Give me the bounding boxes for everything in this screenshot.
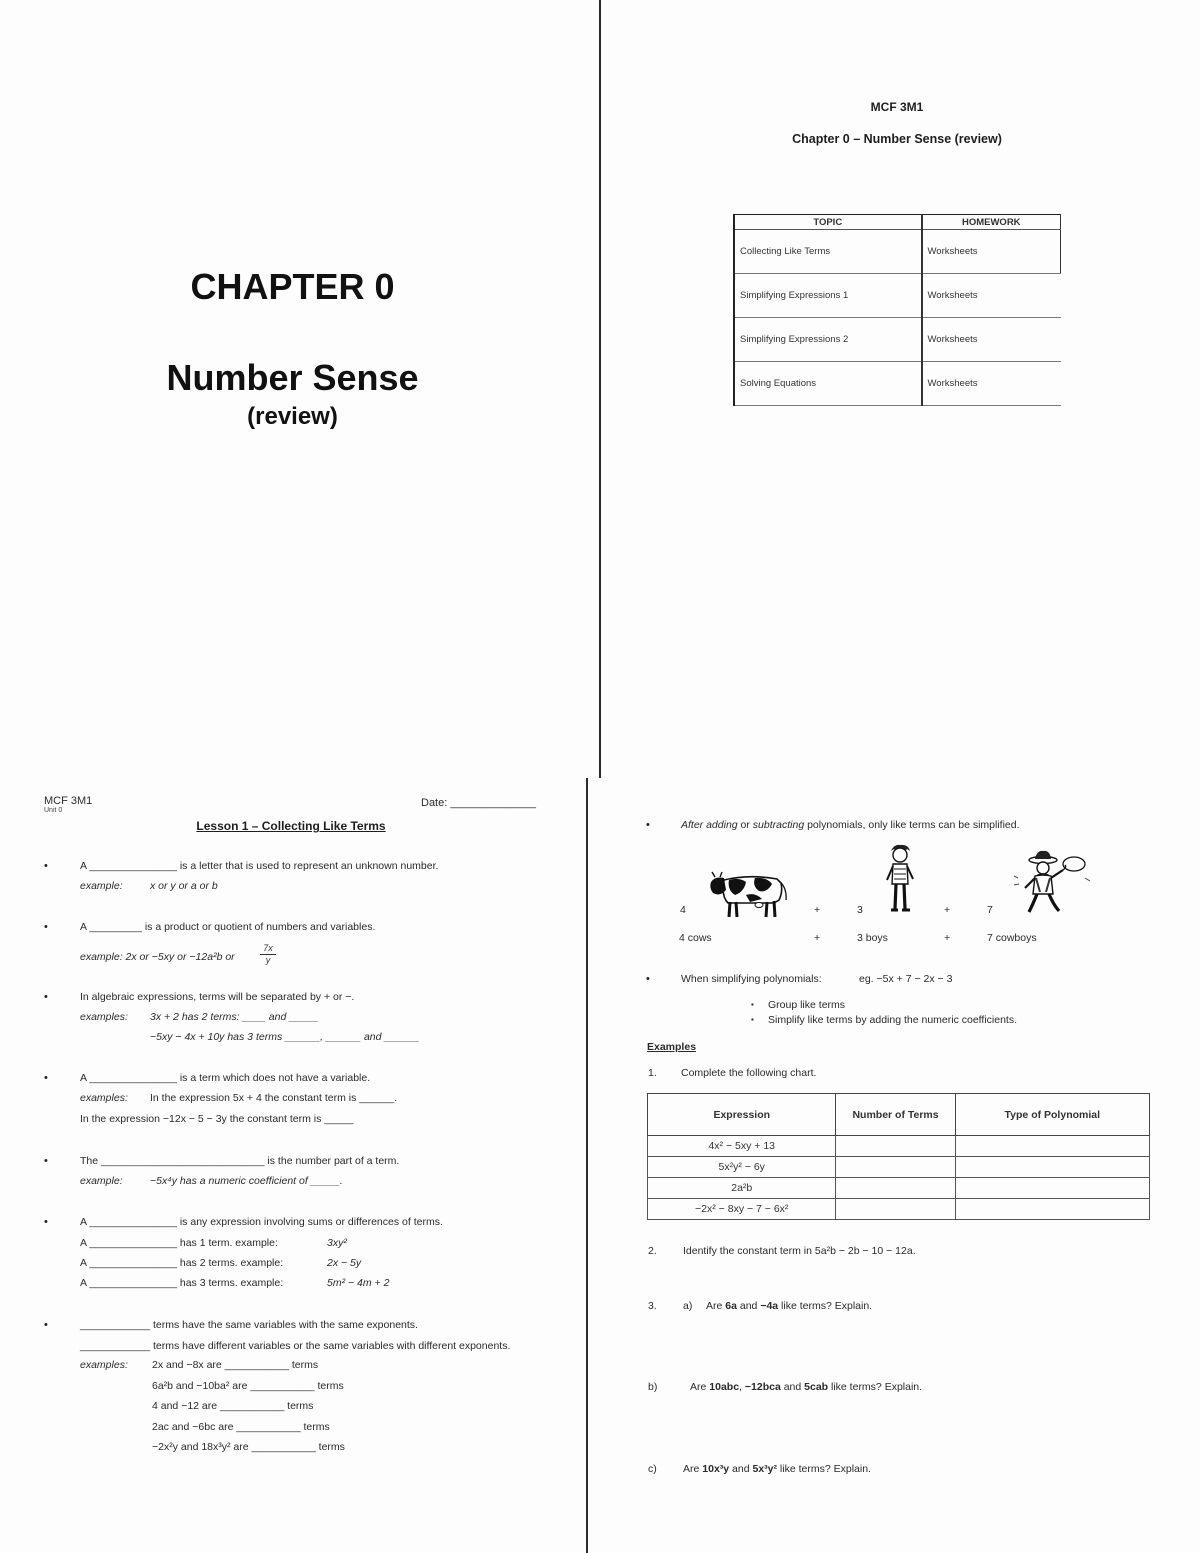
cover-title: CHAPTER 0 [190, 266, 395, 307]
answer-cell [955, 1157, 1149, 1178]
trinomial-line: A _______________ has 3 terms. example: [80, 1277, 284, 1289]
q3b-text: , [739, 1381, 745, 1393]
answer-cell [955, 1178, 1149, 1199]
boy-head [893, 848, 907, 862]
like-terms-example: 2x and −8x are ___________ terms [152, 1359, 319, 1371]
header-expression: Expression [648, 1094, 836, 1136]
cows-label: 4 cows [679, 932, 712, 944]
cow-illustration [709, 870, 791, 920]
plus-sign: + [944, 904, 951, 916]
plus-sign: + [814, 904, 821, 916]
trinomial-example: 5m² − 4m + 2 [327, 1277, 390, 1289]
table-row [734, 318, 1061, 362]
fraction-denominator: y [265, 955, 271, 965]
question-2-text: Identify the constant term in 5a²b − 2b − 10 − 12a. [683, 1245, 916, 1257]
expression-cell: 5x²y² − 6y [648, 1157, 836, 1178]
question-3a-text [706, 1299, 872, 1313]
constant-example-2: In the expression −12x − 5 − 3y the constant term is _____ [80, 1113, 354, 1125]
cowboy-lasso [1063, 857, 1085, 871]
topic-cell: Simplifying Expressions 2 [734, 318, 922, 362]
cowboy-legs [1029, 894, 1059, 912]
cowboy-body [1033, 875, 1053, 894]
lesson-unit: Unit 0 [44, 807, 63, 814]
variable-example: x or y or a or b [150, 880, 218, 892]
chapter-heading: Chapter 0 – Number Sense (review) [792, 132, 1002, 146]
answer-cell [836, 1157, 955, 1178]
simplify-step: Group like terms [768, 999, 846, 1011]
binomial-line: A _______________ has 2 terms. example: [80, 1257, 284, 1269]
lesson-title: Lesson 1 – Collecting Like Terms [196, 819, 386, 833]
homework-cell: Worksheets [922, 230, 1061, 274]
expression-cell: 2a²b [648, 1178, 836, 1199]
simplify-intro: When simplifying polynomials: [681, 973, 822, 985]
unlike-terms-definition: ____________ terms have different variables or the same variables with different exponents. [80, 1340, 511, 1352]
simplify-step: Simplify like terms by adding the numeric coefficients. [768, 1014, 1017, 1026]
chart-header-row [648, 1094, 1150, 1136]
boy-legs [895, 884, 905, 909]
like-terms-rule [681, 818, 1020, 832]
part-label: a) [683, 1300, 693, 1312]
polynomial-chart [647, 1093, 1150, 1220]
boys-label: 3 boys [857, 932, 888, 944]
binomial-example: 2x − 5y [327, 1257, 362, 1269]
constant-definition: A _______________ is a term which does not have a variable. [80, 1072, 371, 1084]
question-3b-text [690, 1380, 922, 1394]
expression-cell: −2x² − 8xy − 7 − 6x² [648, 1199, 836, 1220]
header-topic: TOPIC [734, 215, 922, 230]
page-divider-top [599, 0, 601, 778]
example-label: example: [80, 880, 123, 892]
homework-cell: Worksheets [922, 318, 1061, 362]
bullet-marker: • [646, 973, 650, 985]
header-number-of-terms: Number of Terms [836, 1094, 955, 1136]
chart-row [648, 1157, 1150, 1178]
topic-cell: Solving Equations [734, 362, 922, 406]
chart-row [648, 1178, 1150, 1199]
simplify-example: eg. −5x + 7 − 2x − 3 [859, 973, 953, 985]
answer-cell [955, 1136, 1149, 1157]
question-number: 3. [648, 1300, 657, 1312]
sub-bullet-marker: ▪ [751, 1015, 754, 1024]
header-type-of-polynomial: Type of Polynomial [955, 1094, 1149, 1136]
bullet-marker: • [44, 1319, 48, 1331]
answer-cell [836, 1178, 955, 1199]
intro-text: or [737, 819, 753, 831]
intro-text: polynomials, only like terms can be simplified. [804, 819, 1020, 831]
cow-horns [712, 872, 722, 877]
chart-row [648, 1136, 1150, 1157]
q3b-text: Are [690, 1381, 710, 1393]
boy-count: 3 [857, 904, 863, 916]
cow-udder [755, 903, 763, 908]
bullet-marker: • [646, 819, 650, 831]
variable-definition: A _______________ is a letter that is used to represent an unknown number. [80, 860, 439, 872]
term-definition: A _________ is a product or quotient of numbers and variables. [80, 921, 376, 933]
chart-row [648, 1199, 1150, 1220]
like-terms-example: 6a²b and −10ba² are ___________ terms [152, 1380, 344, 1392]
lesson-course-code: MCF 3M1 [44, 795, 93, 807]
q3c-text: like terms? Explain. [777, 1463, 871, 1475]
question-number: 2. [648, 1245, 657, 1257]
expression-cell: 4x² − 5xy + 13 [648, 1136, 836, 1157]
homework-cell: Worksheets [922, 274, 1061, 318]
q3b-term: −12bca [744, 1381, 781, 1393]
q3c-term: 10x³y [702, 1463, 730, 1475]
answer-cell [836, 1199, 955, 1220]
q3b-term: 5cab [804, 1381, 829, 1393]
header-homework: HOMEWORK [922, 215, 1061, 230]
question-number: 1. [648, 1067, 657, 1079]
cow-count: 4 [680, 904, 686, 916]
question-1-text: Complete the following chart. [681, 1067, 817, 1079]
separation-definition: In algebraic expressions, terms will be separated by + or −. [80, 991, 355, 1003]
cover-subtitle: Number Sense [166, 357, 419, 398]
separation-example-1: 3x + 2 has 2 terms: ____ and _____ [150, 1011, 319, 1023]
intro-emphasis: subtracting [752, 819, 805, 831]
like-terms-definition: ____________ terms have the same variables with the same exponents. [80, 1319, 418, 1331]
page-divider-bottom [586, 778, 588, 1553]
q3a-text: Are [706, 1300, 726, 1312]
cowboy-illustration [1013, 848, 1091, 916]
like-terms-example: 2ac and −6bc are ___________ terms [152, 1421, 330, 1433]
q3a-text: like terms? Explain. [778, 1300, 873, 1312]
table-row [734, 230, 1061, 274]
date-field: Date: ______________ [421, 797, 536, 809]
part-label: b) [648, 1381, 658, 1393]
cowboy-head [1037, 862, 1049, 874]
coefficient-example: −5x⁴y has a numeric coefficient of _____. [150, 1175, 343, 1187]
bullet-marker: • [44, 860, 48, 872]
topic-cell: Collecting Like Terms [734, 230, 922, 274]
q3b-text: like terms? Explain. [828, 1381, 923, 1393]
table-header-row [734, 215, 1061, 230]
question-3c-text [683, 1462, 871, 1476]
examples-label: examples: [80, 1011, 128, 1023]
sub-bullet-marker: ▪ [751, 1000, 754, 1009]
bullet-marker: • [44, 1155, 48, 1167]
term-example-fraction [260, 943, 276, 966]
cowboys-label: 7 cowboys [987, 932, 1037, 944]
cowboy-count: 7 [987, 904, 993, 916]
table-row [734, 274, 1061, 318]
bullet-marker: • [44, 991, 48, 1003]
monomial-example: 3xy² [327, 1237, 347, 1249]
separation-example-2: −5xy − 4x + 10y has 3 terms ______, ______ and ______ [150, 1031, 420, 1043]
q3b-text: and [780, 1381, 805, 1393]
like-terms-example: −2x²y and 18x³y² are ___________ terms [152, 1441, 345, 1453]
examples-label: examples: [80, 1359, 128, 1371]
table-row [734, 362, 1061, 406]
q3a-term: 6a [725, 1300, 737, 1312]
homework-cell: Worksheets [922, 362, 1061, 406]
answer-cell [836, 1136, 955, 1157]
bullet-marker: • [44, 921, 48, 933]
q3c-text: and [729, 1463, 753, 1475]
boy-illustration [882, 843, 918, 917]
intro-text: After [681, 819, 707, 831]
course-code: MCF 3M1 [870, 100, 924, 114]
cover-note: (review) [247, 403, 338, 430]
fraction-numerator: 7x [260, 943, 276, 955]
polynomial-definition: A _______________ is any expression involving sums or differences of terms. [80, 1216, 443, 1228]
q3c-text: Are [683, 1463, 703, 1475]
intro-emphasis: adding [706, 819, 738, 831]
part-label: c) [648, 1463, 657, 1475]
cow-head [710, 878, 726, 895]
examples-heading: Examples [647, 1041, 697, 1053]
q3a-text: and [736, 1300, 761, 1312]
q3a-term: −4a [760, 1300, 779, 1312]
plus-sign: + [944, 932, 951, 944]
example-label: example: [80, 1175, 123, 1187]
plus-sign: + [814, 932, 821, 944]
topic-homework-table [733, 214, 1061, 406]
topic-cell: Simplifying Expressions 1 [734, 274, 922, 318]
monomial-line: A _______________ has 1 term. example: [80, 1237, 278, 1249]
cowboy-hat-crown [1035, 851, 1051, 859]
q3c-term: 5x³y² [752, 1463, 777, 1475]
like-terms-example: 4 and −12 are ___________ terms [152, 1400, 314, 1412]
constant-example-1: In the expression 5x + 4 the constant term is ______. [150, 1092, 398, 1104]
term-example: example: 2x or −5xy or −12a²b or [80, 951, 235, 963]
q3b-term: 10abc [709, 1381, 740, 1393]
bullet-marker: • [44, 1216, 48, 1228]
examples-label: examples: [80, 1092, 128, 1104]
answer-cell [955, 1199, 1149, 1220]
coefficient-definition: The ____________________________ is the number part of a term. [80, 1155, 400, 1167]
bullet-marker: • [44, 1072, 48, 1084]
